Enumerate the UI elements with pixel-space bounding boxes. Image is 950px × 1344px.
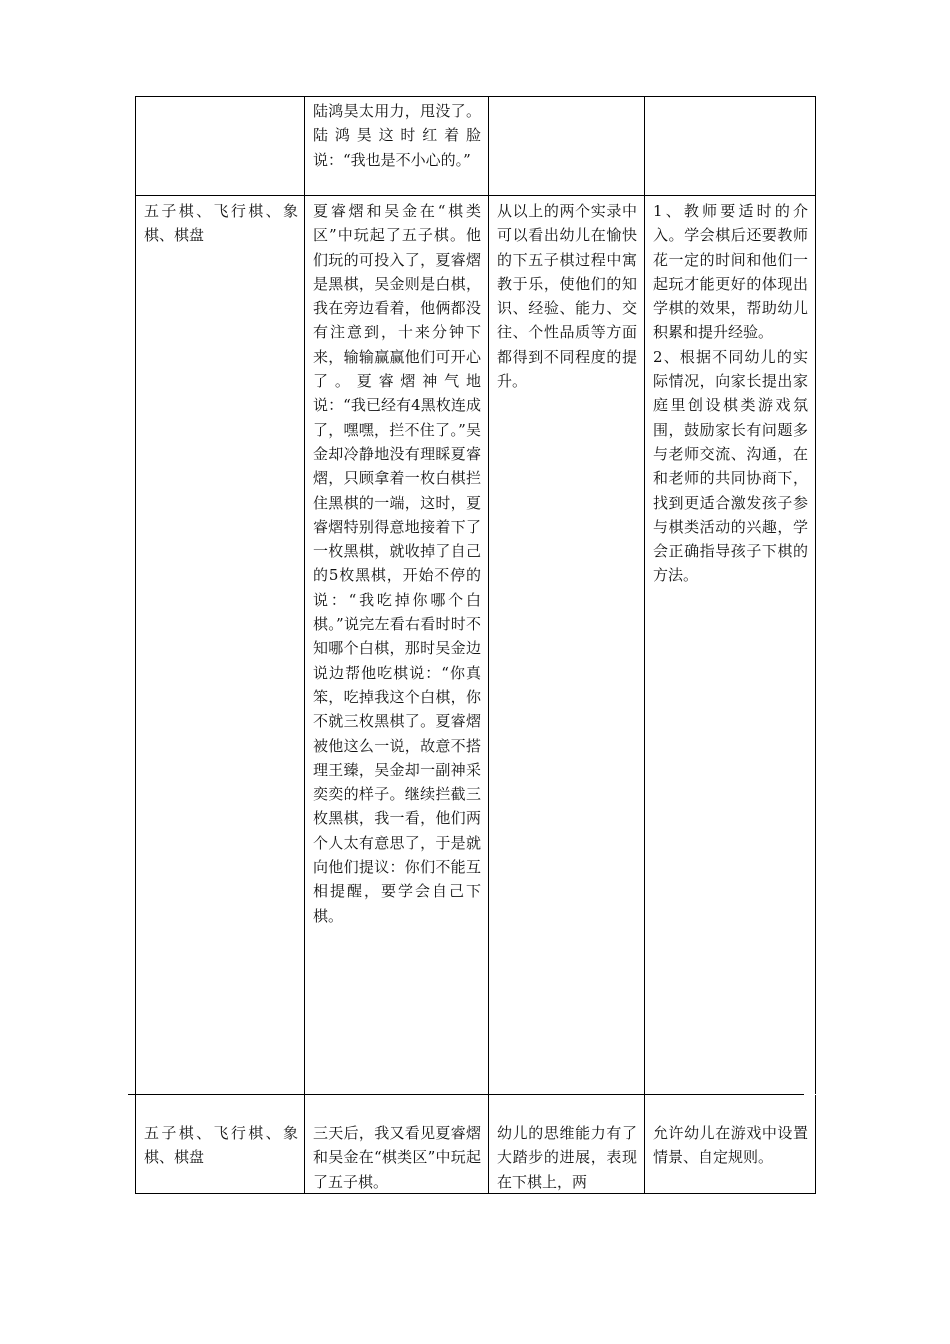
row2-record-cell: 夏睿熠和吴金在“棋类区”中玩起了五子棋。他们玩的可投入了，夏睿熠是黑棋，吴金则是白棋，我在旁边看着，他俩都没有注意到，十来分钟下来，输输赢赢他们可开心了。夏睿熠神气地说：“我已经有4黑枚连成了，嘿嘿，拦不住了。”吴金却冷静地没有理睬夏睿熠，只顾拿着一枚白棋拦住黑棋的一端，这时，夏睿熠特别得意地接着下了一枚黑棋，就收掉了自己的5枚黑棋，开始不停的说：“我吃掉你哪个白棋。”说完左看右看时时不知哪个白棋，那时吴金边说边帮他吃棋说：“你真笨，吃掉我这个白棋，你不就三枚黑棋了。夏睿熠被他这么一说，故意不搭理王臻，吴金却一副神采奕奕的样子。继续拦截三枚黑棋，我一看，他们两个人太有意思了，于是就向他们提议：你们不能互相提醒，要学会自己下棋。	[313, 202, 481, 925]
row3-strategy-cell: 允许幼儿在游戏中设置情景、自定规则。	[653, 1124, 808, 1167]
row3-analysis-cell: 幼儿的思维能力有了大踏步的进展，表现在下棋上，两	[497, 1124, 637, 1191]
page-break-line	[128, 1094, 804, 1095]
table-top-border	[135, 96, 815, 97]
col-border-3	[488, 96, 489, 1094]
row2-analysis-cell: 从以上的两个实录中可以看出幼儿在愉快的下五子棋过程中寓教于乐，使他们的知识、经验、能力、交往、个性品质等方面都得到不同程度的提升。	[497, 202, 637, 391]
row3-record-cell: 三天后，我又看见夏睿熠和吴金在“棋类区”中玩起了五子棋。	[313, 1124, 481, 1191]
row-divider	[135, 195, 815, 196]
col-border-5	[815, 96, 816, 1094]
col-border-3-lower	[488, 1095, 489, 1194]
col-border-4	[644, 96, 645, 1094]
row2-materials-cell: 五子棋、飞行棋、象棋、棋盘	[144, 202, 298, 245]
col-border-2-lower	[304, 1095, 305, 1194]
col-border-4-lower	[644, 1095, 645, 1194]
row1-record-cell: 陆鸿昊太用力，甩没了。陆鸿昊这时红着脸说：“我也是不小心的。”	[313, 102, 481, 169]
row3-materials-cell: 五子棋、飞行棋、象棋、棋盘	[144, 1124, 298, 1167]
row2-strategy-cell: 1、教师要适时的介入。学会棋后还要教师花一定的时间和他们一起玩才能更好的体现出学棋的效果，帮助幼儿积累和提升经验。 2、根据不同幼儿的实际情况，向家长提出家庭里创设棋类游戏氛围，鼓励家长有问题多与老师交流、沟通，在和老师的共同协商下，找到更适合激发孩子参与棋类活动的兴趣，学会正确指导孩子下棋的方法。	[653, 202, 808, 585]
col-border-5-lower	[815, 1095, 816, 1194]
col-border-1-lower	[135, 1095, 136, 1194]
col-border-2	[304, 96, 305, 1094]
col-border-1	[135, 96, 136, 1094]
